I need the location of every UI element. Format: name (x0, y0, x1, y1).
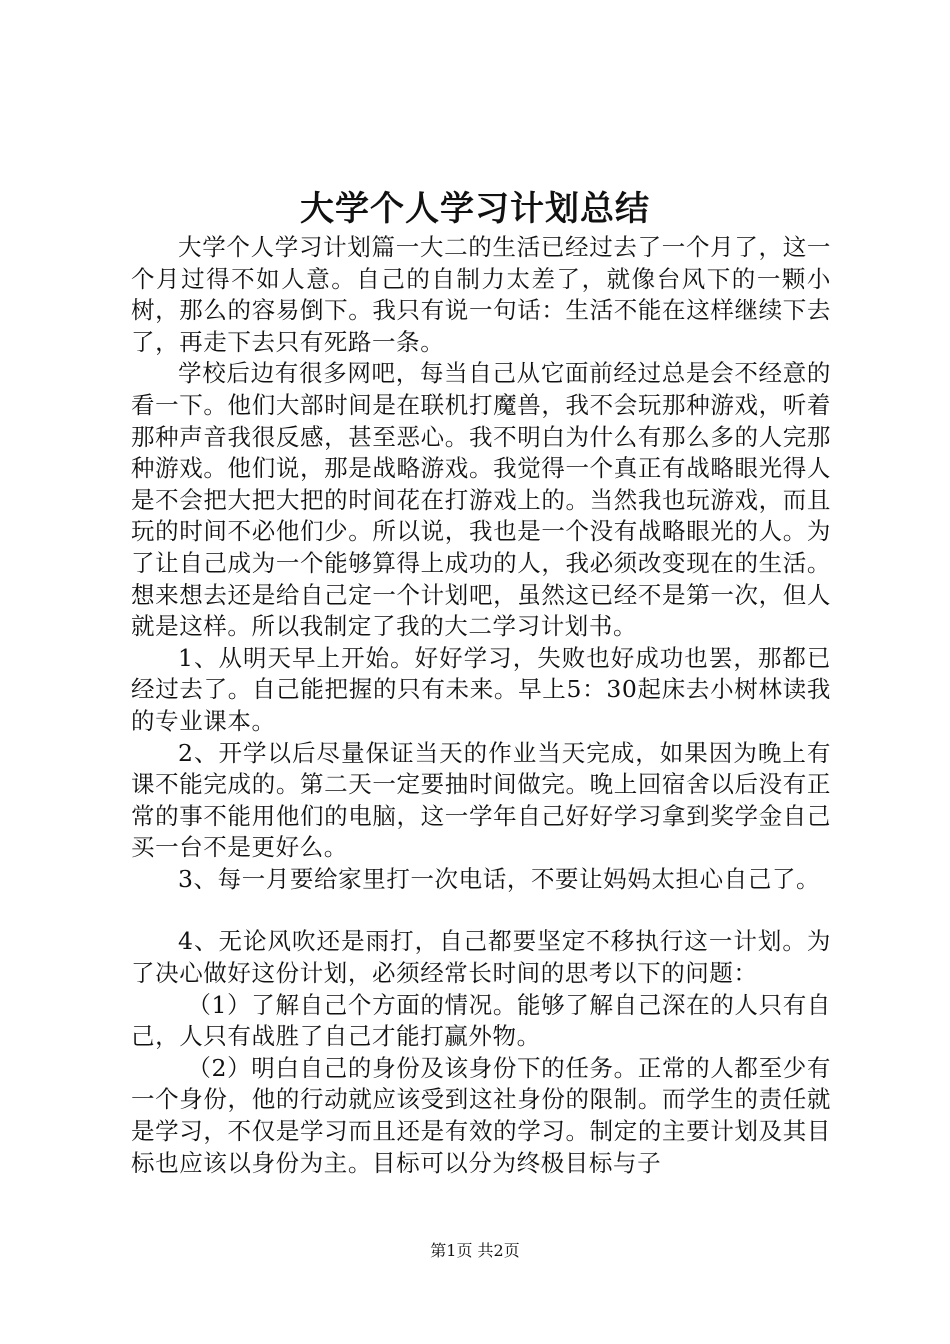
document-title: 大学个人学习计划总结 (300, 189, 650, 229)
paragraph-intro: 大学个人学习计划篇一大二的生活已经过去了一个月了，这一个月过得不如人意。自己的自制力太差了，就像台风下的一颗小树，那么的容易倒下。我只有说一句话：生活不能在这样继续下去了，再走下去只有死路一条。 (131, 233, 831, 356)
paragraph-item-1: 1、从明天早上开始。好好学习，失败也好成功也罢，那都已经过去了。自己能把握的只有未来。早上5：30起床去小树林读我的专业课本。 (131, 643, 831, 735)
paragraph-item-3: 3、每一月要给家里打一次电话，不要让妈妈太担心自己了。 (178, 864, 821, 893)
paragraph-subitem-2: （2）明白自己的身份及该身份下的任务。正常的人都至少有一个身份，他的行动就应该受到这社身份的限制。而学生的责任就是学习，不仅是学习而且还是有效的学习。制定的主要计划及其目标也应该以身份为主。目标可以分为终极目标与子 (131, 1053, 831, 1177)
paragraph-internet-cafe: 学校后边有很多网吧，每当自己从它面前经过总是会不经意的看一下。他们大部时间是在联机打魔兽，我不会玩那种游戏，听着那种声音我很反感，甚至恶心。我不明白为什么有那么多的人完那种游戏。他们说，那是战略游戏。我觉得一个真正有战略眼光得人是不会把大把大把的时间花在打游戏上的。当然我也玩游戏，而且玩的时间不必他们少。所以说，我也是一个没有战略眼光的人。为了让自己成为一个能够算得上成功的人，我必须改变现在的生活。想来想去还是给自己定一个计划吧，虽然这已经不是第一次，但人就是这样。所以我制定了我的大二学习计划书。 (131, 359, 831, 641)
paragraph-item-2: 2、开学以后尽量保证当天的作业当天完成，如果因为晚上有课不能完成的。第二天一定要抽时间做完。晚上回宿舍以后没有正常的事不能用他们的电脑，这一学年自己好好学习拿到奖学金自己买一台不是更好么。 (131, 738, 831, 862)
document-body (131, 232, 831, 1179)
paragraph-item-4: 4、无论风吹还是雨打，自己都要坚定不移执行这一计划。为了决心做好这份计划，必须经常长时间的思考以下的问题： (131, 927, 831, 988)
page-number-footer: 第1页 共2页 (430, 1241, 520, 1260)
paragraph-subitem-1: （1）了解自己个方面的情况。能够了解自己深在的人只有自己，人只有战胜了自己才能打赢外物。 (131, 990, 831, 1051)
